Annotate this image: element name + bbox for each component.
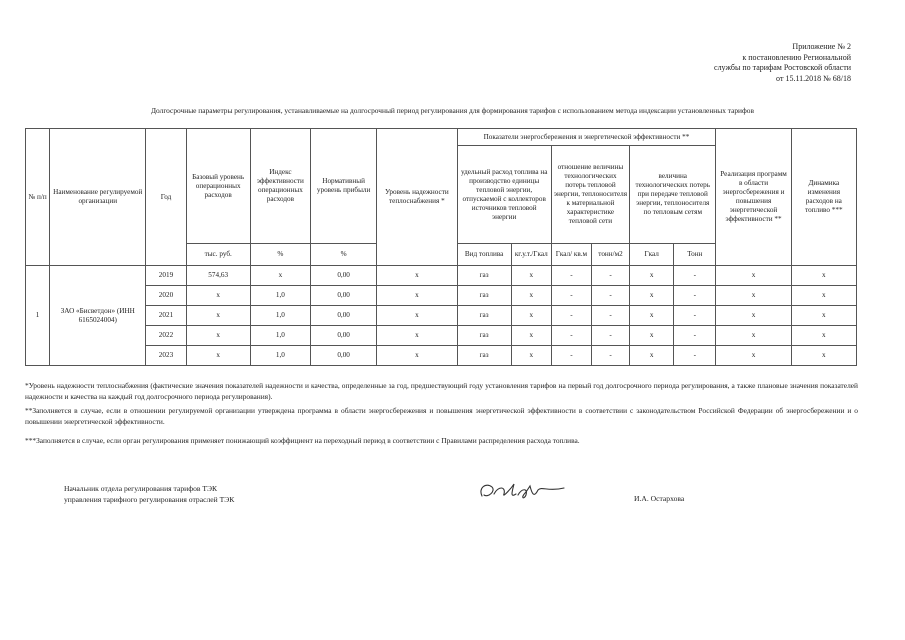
cell-base: х xyxy=(186,346,250,366)
header-loss-amount: величина технологических потерь при передаче тепловой энергии, теплоносителя по тепловым сетям xyxy=(630,146,716,244)
unit-gcal-m: Гкал/ кв.м xyxy=(551,244,591,266)
parameters-table xyxy=(25,128,857,366)
cell-reliability: х xyxy=(377,326,457,346)
header-org: Наименование регулируемой организации xyxy=(50,129,146,266)
handwritten-signature xyxy=(476,476,568,506)
cell-ton: - xyxy=(674,326,716,346)
document-title: Долгосрочные параметры регулирования, устанавливаемые на долгосрочный период регулирования для формирования тарифов с использованием метода индексации установленных тарифов xyxy=(151,106,754,115)
header-row-1 xyxy=(26,129,857,146)
org-name: ЗАО «Бисветдон» (ИНН 6165024004) xyxy=(50,266,146,366)
cell-ton: - xyxy=(674,306,716,326)
header-reliability: Уровень надежности теплоснабжения * xyxy=(377,129,457,266)
cell-dynamics: х xyxy=(791,326,856,346)
cell-profit: 0,00 xyxy=(310,286,376,306)
cell-gcal-m: - xyxy=(551,326,591,346)
header-loss-ratio: отношение величины технологических потерь тепловой энергии, теплоносителя к материальной характеристике тепловой сети xyxy=(551,146,629,244)
cell-year: 2023 xyxy=(146,346,186,366)
header-num: № п/п xyxy=(26,129,50,266)
cell-index: 1,0 xyxy=(250,306,310,326)
table-row xyxy=(26,266,857,286)
cell-reliability: х xyxy=(377,346,457,366)
cell-gcal: х xyxy=(630,266,674,286)
unit-ton: Тонн xyxy=(674,244,716,266)
cell-profit: 0,00 xyxy=(310,346,376,366)
cell-fuel-type: газ xyxy=(457,346,511,366)
unit-base: тыс. руб. xyxy=(186,244,250,266)
cell-program: х xyxy=(716,326,791,346)
cell-ton: - xyxy=(674,346,716,366)
cell-gcal-m: - xyxy=(551,346,591,366)
cell-fuel-type: газ xyxy=(457,266,511,286)
footnote-energy-program: **Заполняется в случае, если в отношении регулируемой организации утверждена программа в области энергосбережения и повышения энергетической эффективности в соответствии с законодательством Российской Федерации об энергосбережении и о повышении энергетической эффективности. xyxy=(25,406,858,426)
cell-fuel-type: газ xyxy=(457,326,511,346)
cell-ton: - xyxy=(674,286,716,306)
cell-base: х xyxy=(186,306,250,326)
table-row xyxy=(26,346,857,366)
cell-reliability: х xyxy=(377,266,457,286)
cell-index: 1,0 xyxy=(250,286,310,306)
signatory-position-line-1: Начальник отдела регулирования тарифов ТЭК xyxy=(64,484,218,493)
cell-program: х xyxy=(716,266,791,286)
cell-year: 2021 xyxy=(146,306,186,326)
cell-base: х xyxy=(186,326,250,346)
appendix-line-2: к постановлению Региональной xyxy=(742,52,851,62)
cell-ton: - xyxy=(674,266,716,286)
cell-index: 1,0 xyxy=(250,346,310,366)
cell-fuel-rate: х xyxy=(511,326,551,346)
footnote-reliability: *Уровень надежности теплоснабжения (фактические значения показателей надежности и качества, определенные за год, предшествующий году установления тарифов на первый год долгосрочного периода регулирования, а также плановые значения показателей надежности и качества на каждый год долгосрочного периода регулирования). xyxy=(25,381,858,401)
org-number: 1 xyxy=(26,266,50,366)
cell-gcal: х xyxy=(630,326,674,346)
cell-gcal-m: - xyxy=(551,266,591,286)
cell-index: х xyxy=(250,266,310,286)
unit-fuel-type: Вид топлива xyxy=(457,244,511,266)
cell-gcal: х xyxy=(630,346,674,366)
unit-fuel: кг.у.т./Гкал xyxy=(511,244,551,266)
cell-ton-m2: - xyxy=(591,286,629,306)
table-row xyxy=(26,326,857,346)
header-program: Реализация программ в области энергосбережения и повышения энергетической эффективности ** xyxy=(716,129,791,266)
appendix-line-1: Приложение № 2 xyxy=(792,42,851,51)
cell-base: 574,63 xyxy=(186,266,250,286)
header-energy-group: Показатели энергосбережения и энергетической эффективности ** xyxy=(457,129,716,146)
cell-fuel-rate: х xyxy=(511,306,551,326)
table-row xyxy=(26,306,857,326)
header-year: Год xyxy=(146,129,186,266)
cell-reliability: х xyxy=(377,286,457,306)
unit-gcal: Гкал xyxy=(630,244,674,266)
signatory-position xyxy=(64,484,234,505)
cell-year: 2020 xyxy=(146,286,186,306)
cell-ton-m2: - xyxy=(591,306,629,326)
cell-program: х xyxy=(716,346,791,366)
cell-ton-m2: - xyxy=(591,346,629,366)
cell-dynamics: х xyxy=(791,286,856,306)
cell-gcal: х xyxy=(630,286,674,306)
cell-profit: 0,00 xyxy=(310,266,376,286)
header-base: Базовый уровень операционных расходов xyxy=(186,129,250,244)
cell-gcal: х xyxy=(630,306,674,326)
cell-ton-m2: - xyxy=(591,266,629,286)
table-row xyxy=(26,286,857,306)
header-fuel-rate: удельный расход топлива на производство единицы тепловой энергии, отпускаемой с коллекторов источников тепловой энергии xyxy=(457,146,551,244)
cell-fuel-rate: х xyxy=(511,346,551,366)
appendix-line-3: службы по тарифам Ростовской области xyxy=(714,63,851,72)
cell-fuel-type: газ xyxy=(457,286,511,306)
header-profit: Нормативный уровень прибыли xyxy=(310,129,376,244)
appendix-reference xyxy=(714,42,851,84)
cell-fuel-type: газ xyxy=(457,306,511,326)
cell-fuel-rate: х xyxy=(511,286,551,306)
cell-ton-m2: - xyxy=(591,326,629,346)
appendix-line-4: от 15.11.2018 № 68/18 xyxy=(776,73,851,83)
unit-ton-m2: тонн/м2 xyxy=(591,244,629,266)
header-index: Индекс эффективности операционных расходов xyxy=(250,129,310,244)
cell-dynamics: х xyxy=(791,306,856,326)
cell-reliability: х xyxy=(377,306,457,326)
cell-dynamics: х xyxy=(791,346,856,366)
footnote-fuel-coefficient: ***Заполняется в случае, если орган регулирования применяет понижающий коэффициент на переходный период в соответствии с Правилами распределения расхода топлива. xyxy=(25,436,580,445)
cell-year: 2022 xyxy=(146,326,186,346)
header-dynamics: Динамика изменения расходов на топливо *** xyxy=(791,129,856,266)
cell-profit: 0,00 xyxy=(310,326,376,346)
cell-profit: 0,00 xyxy=(310,306,376,326)
cell-year: 2019 xyxy=(146,266,186,286)
cell-base: х xyxy=(186,286,250,306)
cell-fuel-rate: х xyxy=(511,266,551,286)
unit-profit: % xyxy=(310,244,376,266)
cell-gcal-m: - xyxy=(551,286,591,306)
cell-program: х xyxy=(716,286,791,306)
unit-index: % xyxy=(250,244,310,266)
cell-index: 1,0 xyxy=(250,326,310,346)
signatory-name: И.А. Остархова xyxy=(634,494,685,503)
cell-program: х xyxy=(716,306,791,326)
signatory-position-line-2: управления тарифного регулирования отраслей ТЭК xyxy=(64,494,235,504)
cell-gcal-m: - xyxy=(551,306,591,326)
cell-dynamics: х xyxy=(791,266,856,286)
